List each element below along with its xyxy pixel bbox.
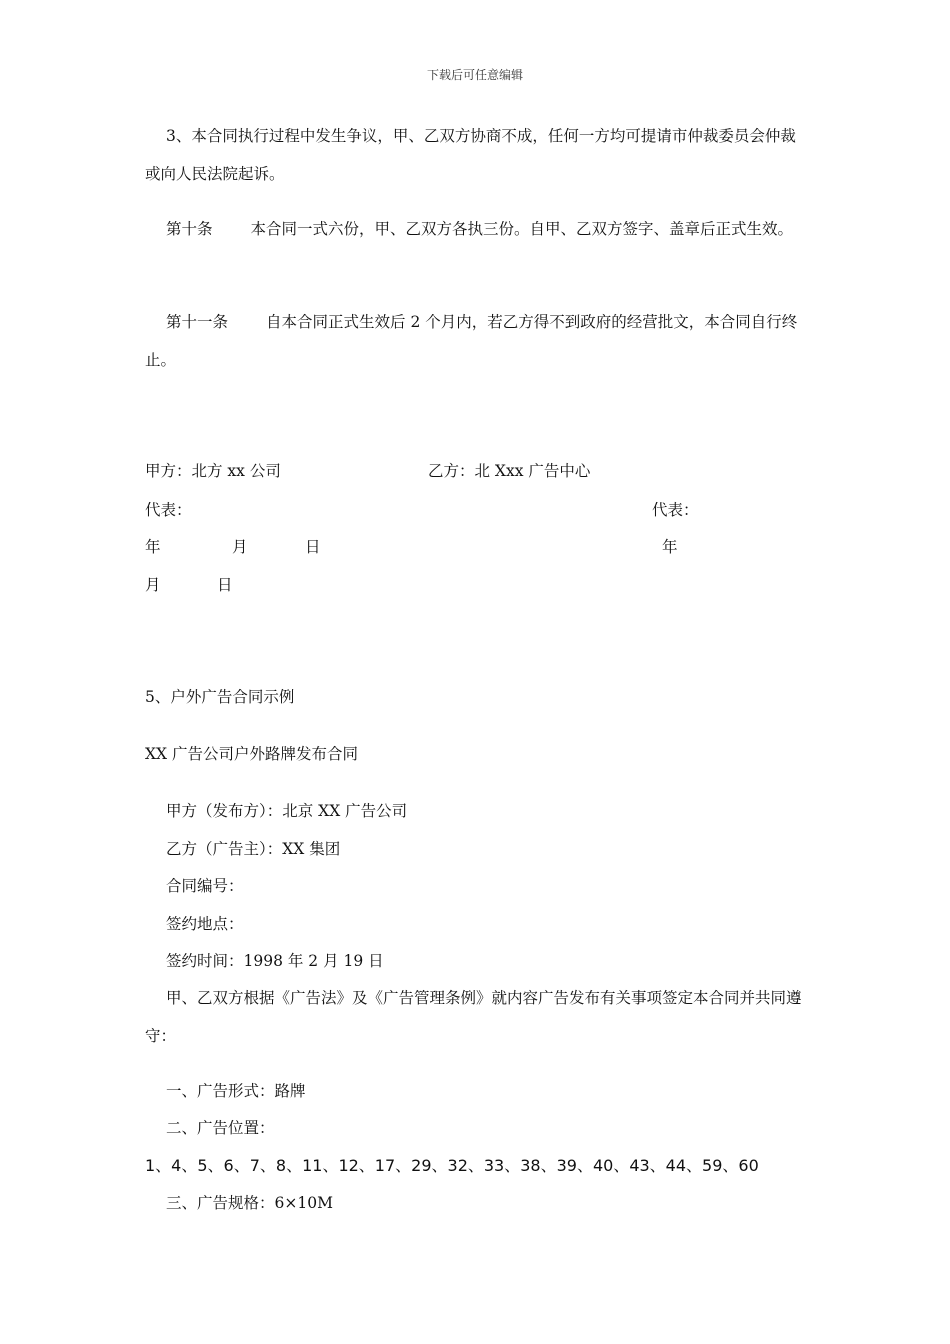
- article-10: [145, 210, 805, 248]
- article-11-text: 自本合同正式生效后 2 个月内，若乙方得不到政府的经营批文，本合同自行终止。: [145, 313, 798, 369]
- contract-title: XX 广告公司户外路牌发布合同: [145, 745, 358, 763]
- party-b-month: 月: [145, 576, 161, 594]
- party-a-year: 年: [145, 538, 161, 556]
- party-a-day: 日: [305, 538, 321, 556]
- item-ad-position: 二、广告位置：: [166, 1119, 275, 1137]
- party-a-signature: 甲方：北方 xx 公司: [145, 462, 281, 480]
- party-a-representative: 代表：: [145, 501, 192, 519]
- field-party-a: 甲方（发布方）：北京 XX 广告公司: [166, 802, 408, 820]
- item-ad-form: 一、广告形式：路牌: [166, 1082, 306, 1100]
- item-ad-spec: 三、广告规格：6×10M: [166, 1194, 333, 1212]
- item-position-list: 1、4、5、6、7、8、11、12、17、29、32、33、38、39、40、43、44、59、60: [145, 1156, 759, 1175]
- party-b-representative: 代表：: [652, 501, 699, 519]
- field-contract-number: 合同编号：: [166, 877, 244, 895]
- article-10-label: 第十条: [166, 220, 213, 238]
- party-b-year: 年: [662, 538, 678, 556]
- intro-paragraph: 甲、乙双方根据《广告法》及《广告管理条例》就内容广告发布有关事项签定本合同并共同遵守：: [145, 989, 802, 1045]
- field-party-b: 乙方（广告主）：XX 集团: [166, 840, 341, 858]
- page-header: 下载后可任意编辑: [426, 68, 523, 82]
- article-11-label: 第十一条: [166, 313, 229, 331]
- party-b-day: 日: [217, 576, 233, 594]
- article-11: [145, 303, 805, 379]
- section-title: 5、户外广告合同示例: [145, 688, 295, 706]
- dispute-paragraph: 3、本合同执行过程中发生争议，甲、乙双方协商不成，任何一方均可提请市仲裁委员会仲裁或向人民法院起诉。: [145, 127, 796, 183]
- field-signing-place: 签约地点：: [166, 915, 244, 933]
- article-10-text: 本合同一式六份，甲、乙双方各执三份。自甲、乙双方签字、盖章后正式生效。: [250, 220, 794, 238]
- party-b-signature: 乙方：北 Xxx 广告中心: [428, 462, 591, 480]
- party-a-month: 月: [232, 538, 248, 556]
- field-signing-time: 签约时间：1998 年 2 月 19 日: [166, 952, 384, 970]
